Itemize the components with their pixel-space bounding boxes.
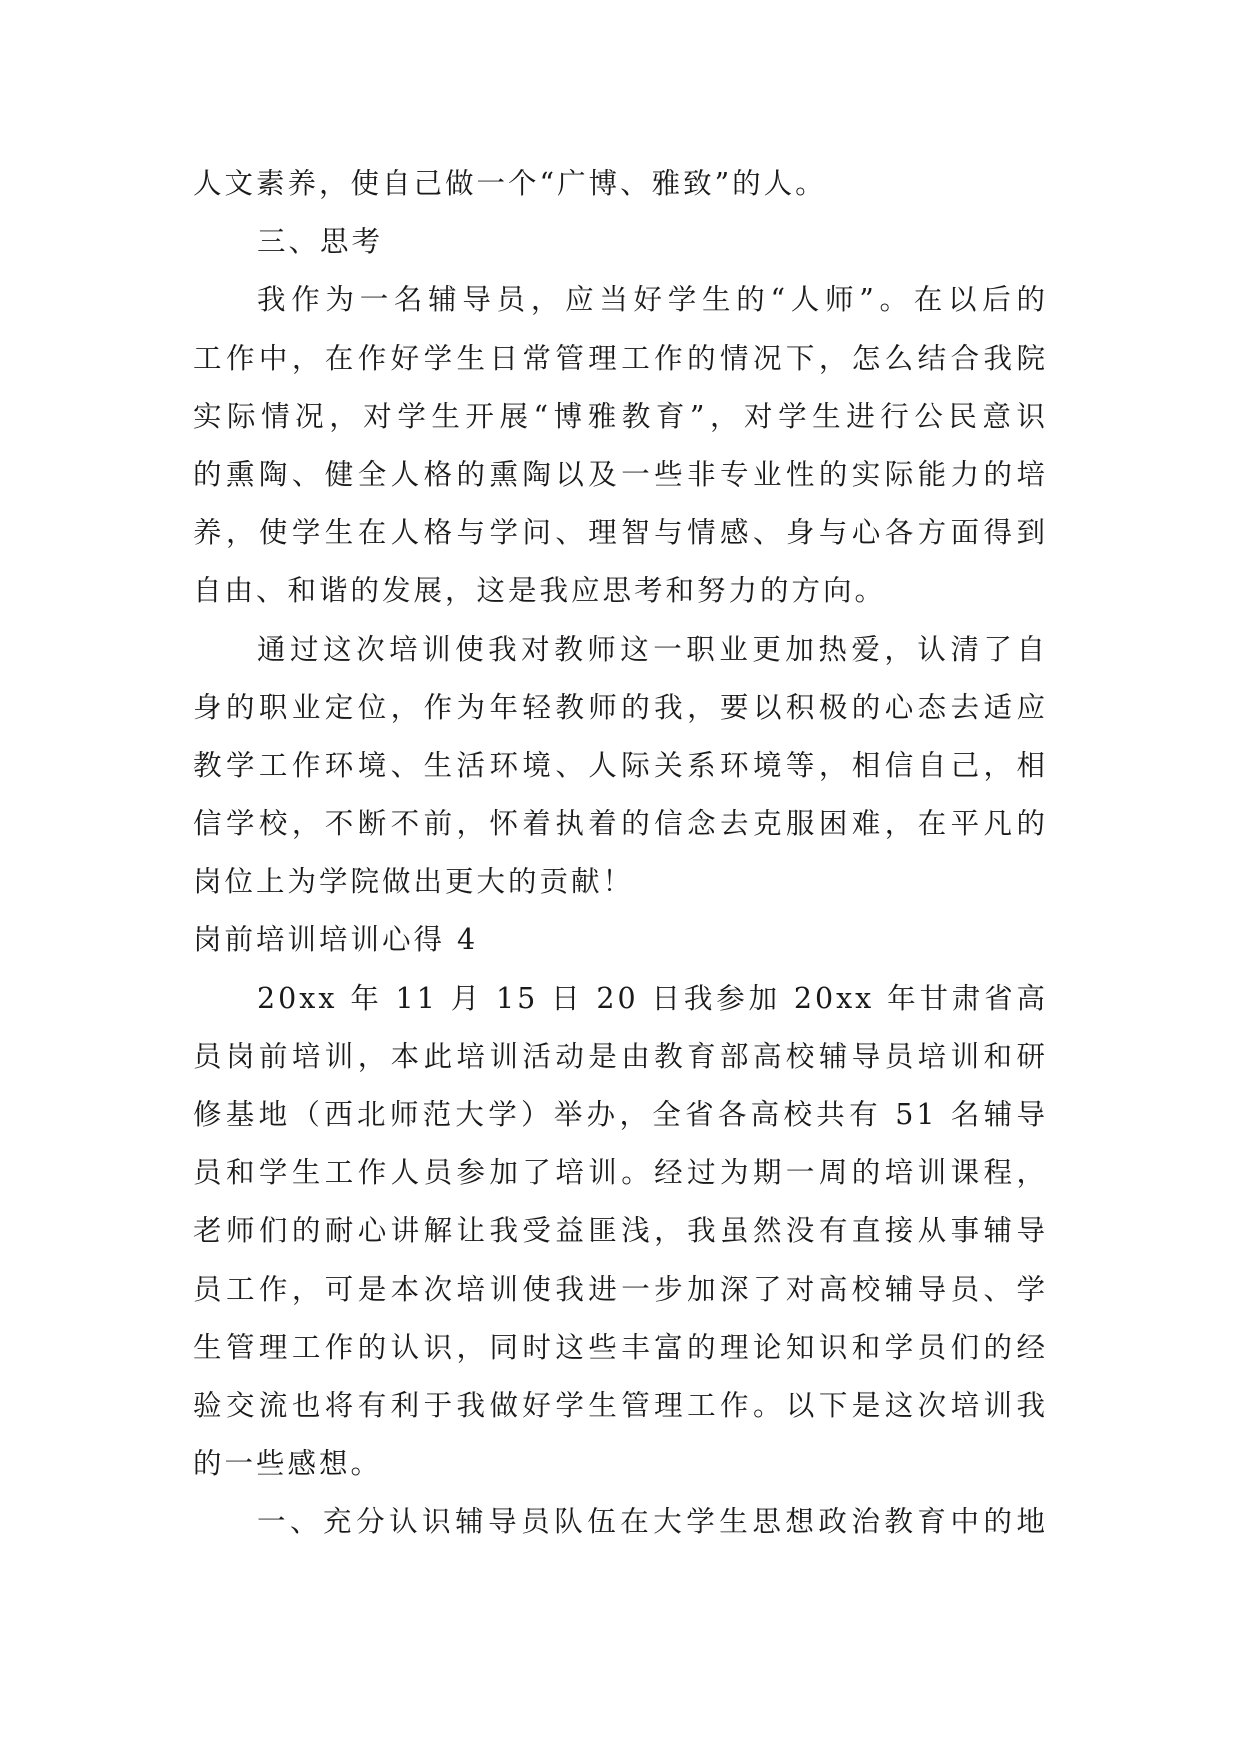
text-line: 生管理工作的认识，同时这些丰富的理论知识和学员们的经 [193,1330,1048,1364]
text-line: 验交流也将有利于我做好学生管理工作。以下是这次培训我 [193,1388,1048,1422]
text-line: 人文素养，使自己做一个“广博、雅致”的人。 [193,167,827,200]
text-line: 岗位上为学院做出更大的贡献！ [193,865,635,899]
section-heading: 三、思考 [257,225,384,259]
text-line: 修基地（西北师范大学）举办，全省各高校共有 51 名辅导 [193,1098,1048,1131]
text-line: 一、充分认识辅导员队伍在大学生思想政治教育中的地 [257,1505,1048,1539]
text-line: 员工作，可是本次培训使我进一步加深了对高校辅导员、学 [193,1272,1048,1306]
text-line: 通过这次培训使我对教师这一职业更加热爱，认清了自 [257,632,1048,666]
text-line: 老师们的耐心讲解让我受益匪浅，我虽然没有直接从事辅导 [193,1214,1048,1248]
text-line: 身的职业定位，作为年轻教师的我，要以积极的心态去适应 [193,690,1048,724]
text-line: 工作中，在作好学生日常管理工作的情况下，怎么结合我院 [193,341,1048,375]
document-body [193,155,1048,1552]
text-line: 员和学生工作人员参加了培训。经过为期一周的培训课程， [193,1156,1048,1190]
text-line: 我作为一名辅导员，应当好学生的“人师”。在以后的 [257,283,1048,317]
text-line: 自由、和谐的发展，这是我应思考和努力的方向。 [193,574,887,608]
article-title: 岗前培训培训心得 4 [193,923,479,957]
text-line: 员岗前培训，本此培训活动是由教育部高校辅导员培训和研 [193,1039,1048,1073]
text-line: 实际情况，对学生开展“博雅教育”，对学生进行公民意识 [193,399,1048,433]
text-line: 20xx 年 11 月 15 日 20 日我参加 20xx 年甘肃省高 [257,981,1048,1015]
text-line: 养，使学生在人格与学问、理智与情感、身与心各方面得到 [193,516,1048,550]
text-line: 信学校，不断不前，怀着执着的信念去克服困难，在平凡的 [193,807,1048,841]
text-line: 教学工作环境、生活环境、人际关系环境等，相信自己，相 [193,748,1048,782]
text-line: 的一些感想。 [193,1447,383,1481]
text-line: 的熏陶、健全人格的熏陶以及一些非专业性的实际能力的培 [193,457,1048,491]
